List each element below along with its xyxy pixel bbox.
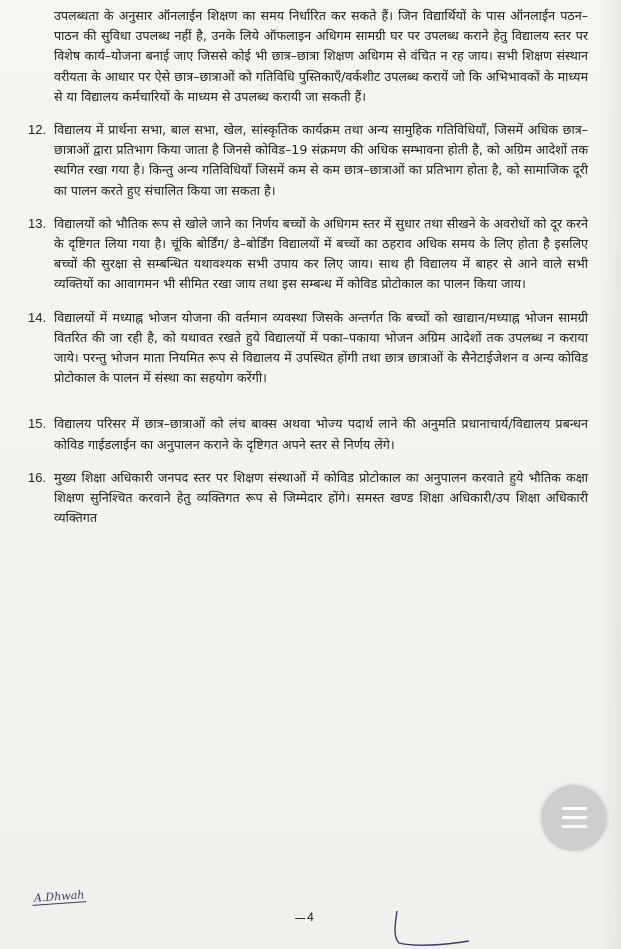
- paragraph-number: 12.: [28, 122, 47, 138]
- paragraph-number: 16.: [28, 469, 47, 485]
- pen-scribble-mark: [385, 905, 475, 949]
- menu-button[interactable]: [541, 785, 607, 851]
- paragraph-14: [28, 308, 588, 389]
- paragraph-15: [28, 414, 588, 454]
- paragraph-text: विद्यालय में प्रार्थना सभा, बाल सभा, खेल, सांस्कृतिक कार्यक्रम तथा अन्य सामुहिक गतिविधियाँ, जिसमें अधिक छात्र–छात्राओं द्वारा प्रतिभाग किया जाता है जिनसे कोविड–19 संक्रमण की अधिक सम्भावना होती है, को अग्रिम आदेशों तक स्थगित रखा गया है। किन्तु अन्य गतिविधियाँ जिसमें कम से कम छात्र–छात्राओं का प्रतिभाग होता है, को सामाजिक दूरी का पालन करते हुए संचालित किया जा सकता है।: [54, 122, 588, 198]
- paragraph-number: 15.: [28, 416, 47, 432]
- paragraph-text: विद्यालयों में मध्याह्न भोजन योजना की वर्तमान व्यवस्था जिसके अन्तर्गत कि बच्चों को खाद्यान/मध्याह्न भोजन सामग्री वितरित की जा रही है, को यथावत रखते हुये विद्यालयों में पका–पकाया भोजन अग्रिम आदेशों तक उपलब्ध न कराया जाये। परन्तु भोजन माता नियमित रूप से विद्यालय में उपस्थित होंगी तथा छात्र छात्राओं के सैनेटाईजेशन व अन्य कोविड प्रोटोकाल के पालन में संस्था का सहयोग करेंगी।: [54, 309, 588, 386]
- paragraph-13: [28, 214, 588, 295]
- paragraph-text: मुख्य शिक्षा अधिकारी जनपद स्तर पर शिक्षण संस्थाओं में कोविड प्रोटोकाल का अनुपालन करवाते हुये भौतिक कक्षा शिक्षण सुनिश्चित करवाने हेतु व्यक्तिगत रूप से जिम्मेदार होंगे। समस्त खण्ड शिक्षा अधिकारी/उप शिक्षा अधिकारी व्यक्तिगत: [54, 469, 588, 526]
- paragraph-number: 13.: [28, 215, 47, 231]
- document-body: [28, 6, 588, 528]
- page-number-dash: [295, 918, 305, 919]
- lead-paragraph: उपलब्धता के अनुसार ऑनलाईन शिक्षण का समय निर्धारित कर सकते हैं। जिन विद्यार्थियों के पास ऑनलाईन पठन–पाठन की सुविधा उपलब्ध नहीं है, उनके लिये ऑफलाइन अधिगम सामग्री घर पर उपलब्ध कराने हेतु विद्यालय स्तर पर विशेष कार्य–योजना बनाई जाए जिससे कोई भी छात्र–छात्रा शिक्षण अधिगम से वंचित न रह जाय। सभी शिक्षण संस्थान वरीयता के आधार पर ऐसे छात्र–छात्राओं को गतिविधि पुस्तिकाएँ/वर्कशीट उपलब्ध करायें जो कि अभिभावकों के माध्यम से या विद्यालय कर्मचारियों के माध्यम से उपलब्ध करायी जा सकती हैं।: [54, 8, 588, 104]
- paragraph-text: विद्यालय परिसर में छात्र–छात्राओं को लंच बाक्स अथवा भोज्य पदार्थ लाने की अनुमति प्रधानाचार्य/विद्यालय प्रबन्धन कोविड गाईडलाईन का अनुपालन कराने के दृष्टिगत अपने स्तर से निर्णय लेंगे।: [54, 416, 588, 452]
- handwritten-initials: A.Dhwah: [32, 888, 87, 906]
- paragraph-text: विद्यालयों को भौतिक रूप से खोले जाने का निर्णय बच्चों के अधिगम स्तर में सुधार तथा सीखने के अवरोधों को दूर करने के दृष्टिगत लिया गया है। चूंकि बोर्डिंग/ डे–बोर्डिंग विद्यालयों में बच्चों का ठहराव अधिक समय के लिए होता है इसलिए बच्चों की सुरक्षा से सम्बन्धित यथावश्यक सभी उपाय कर लिए जाय। साथ ही विद्यालय में बाहर से आने वाले सभी व्यक्तियों का आवागमन भी सीमित रखा जाय तथा इस सम्बन्ध में कोविड प्रोटोकाल का पालन किया जाय।: [54, 215, 588, 292]
- paragraph-12: [28, 120, 588, 201]
- paragraph-16: [28, 468, 588, 529]
- page-number: 4: [307, 910, 314, 924]
- paragraph-number: 14.: [28, 309, 47, 325]
